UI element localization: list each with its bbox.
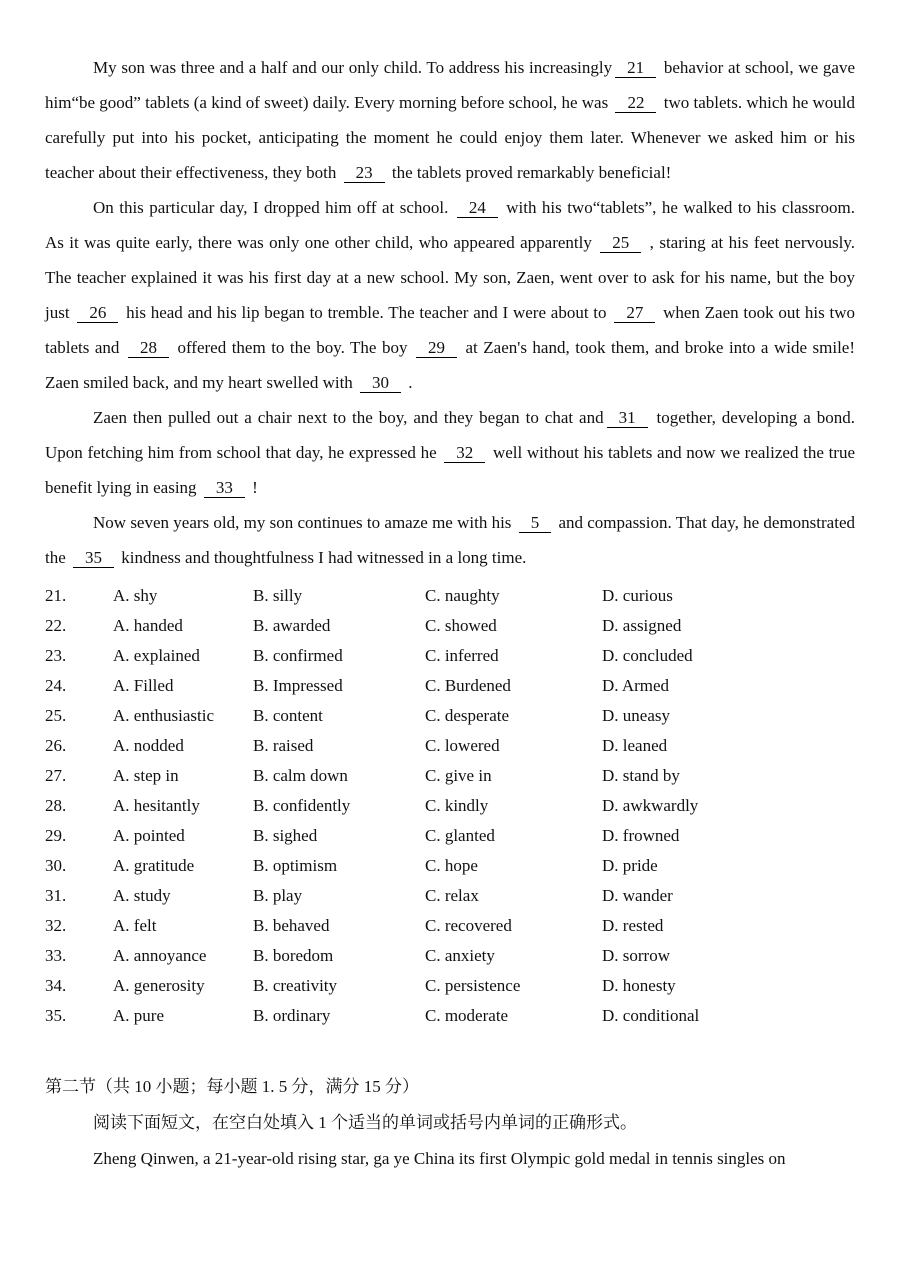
option-number: 35. [45, 1006, 67, 1025]
cloze-blank: 32 [444, 443, 485, 463]
option-number: 32. [45, 916, 67, 935]
cloze-blank: 30 [360, 373, 401, 393]
option-B: B. awarded [253, 616, 331, 635]
option-B: B. ordinary [253, 1006, 331, 1025]
option-row [45, 761, 855, 791]
cloze-paragraph: Now seven years old, my son continues to amaze me with his 5 and compassion. That day, he demonstrated the 35 kindness and thoughtfulness I had witnessed in a long time. [45, 513, 855, 567]
option-row [45, 731, 855, 761]
option-row [45, 701, 855, 731]
option-B: B. boredom [253, 946, 334, 965]
option-D: D. conditional [602, 1006, 700, 1025]
cloze-blank: 23 [344, 163, 385, 183]
cloze-blank: 35 [73, 548, 114, 568]
option-D: D. Armed [602, 676, 670, 695]
section-two-opening: Zheng Qinwen, a 21-year-old rising star, ga ye China its first Olympic gold medal in tennis singles on [93, 1149, 786, 1168]
option-B: B. confidently [253, 796, 351, 815]
option-number: 29. [45, 826, 67, 845]
option-A: A. annoyance [113, 946, 207, 965]
option-row [45, 671, 855, 701]
option-A: A. felt [113, 916, 157, 935]
option-D: D. frowned [602, 826, 680, 845]
option-row [45, 821, 855, 851]
option-number: 23. [45, 646, 67, 665]
option-C: C. showed [425, 616, 497, 635]
option-D: D. rested [602, 916, 664, 935]
option-number: 33. [45, 946, 67, 965]
option-row [45, 611, 855, 641]
option-C: C. anxiety [425, 946, 495, 965]
option-C: C. Burdened [425, 676, 511, 695]
option-D: D. curious [602, 586, 673, 605]
option-D: D. awkwardly [602, 796, 699, 815]
option-C: C. desperate [425, 706, 510, 725]
option-C: C. persistence [425, 976, 521, 995]
cloze-blank: 29 [416, 338, 457, 358]
cloze-blank: 25 [600, 233, 641, 253]
option-D: D. assigned [602, 616, 682, 635]
cloze-blank: 31 [607, 408, 648, 428]
option-A: A. study [113, 886, 171, 905]
option-D: D. sorrow [602, 946, 670, 965]
option-A: A. Filled [113, 676, 174, 695]
option-number: 24. [45, 676, 67, 695]
option-C: C. kindly [425, 796, 489, 815]
option-B: B. sighed [253, 826, 318, 845]
option-D: D. pride [602, 856, 658, 875]
option-C: C. hope [425, 856, 478, 875]
option-row [45, 581, 855, 611]
option-D: D. uneasy [602, 706, 670, 725]
option-B: B. calm down [253, 766, 348, 785]
option-number: 30. [45, 856, 67, 875]
option-B: B. Impressed [253, 676, 343, 695]
option-number: 27. [45, 766, 67, 785]
option-D: D. honesty [602, 976, 676, 995]
option-row [45, 851, 855, 881]
option-C: C. moderate [425, 1006, 509, 1025]
option-number: 31. [45, 886, 67, 905]
option-B: B. play [253, 886, 303, 905]
option-B: B. content [253, 706, 323, 725]
option-row [45, 641, 855, 671]
option-A: A. pure [113, 1006, 164, 1025]
cloze-blank: 5 [519, 513, 552, 533]
cloze-blank: 33 [204, 478, 245, 498]
section-two-instruction: 阅读下面短文，在空白处填入 1 个适当的单词或括号内单词的正确形式。 [93, 1113, 637, 1132]
option-A: A. handed [113, 616, 183, 635]
option-number: 28. [45, 796, 67, 815]
option-A: A. enthusiastic [113, 706, 215, 725]
option-A: A. generosity [113, 976, 205, 995]
option-row [45, 1001, 855, 1031]
option-C: C. recovered [425, 916, 512, 935]
option-row [45, 911, 855, 941]
option-A: A. hesitantly [113, 796, 200, 815]
options-table [45, 581, 855, 1031]
option-row [45, 791, 855, 821]
option-C: C. naughty [425, 586, 500, 605]
option-D: D. concluded [602, 646, 693, 665]
option-A: A. step in [113, 766, 179, 785]
option-B: B. raised [253, 736, 314, 755]
option-B: B. creativity [253, 976, 338, 995]
section-two-heading: 第二节（共 10 小题；每小题 1. 5 分，满分 15 分） [45, 1077, 419, 1096]
option-C: C. relax [425, 886, 479, 905]
option-A: A. shy [113, 586, 158, 605]
option-number: 21. [45, 586, 67, 605]
option-C: C. lowered [425, 736, 500, 755]
option-row [45, 941, 855, 971]
option-C: C. give in [425, 766, 492, 785]
cloze-blank: 24 [457, 198, 498, 218]
cloze-blank: 28 [128, 338, 169, 358]
cloze-paragraph: My son was three and a half and our only child. To address his increasingly 21 behavior at school, we gave him“be good” tablets (a kind of sweet) daily. Every morning before school, he was 22 two tablets. which he would carefully put into his pocket, anticipating the moment he could enjoy them later. Whenever we asked him or his teacher about their effectiveness, they both 23 the tablets proved remarkably beneficial! [45, 58, 855, 182]
option-B: B. optimism [253, 856, 338, 875]
option-A: A. gratitude [113, 856, 195, 875]
option-row [45, 971, 855, 1001]
option-B: B. behaved [253, 916, 330, 935]
option-number: 22. [45, 616, 67, 635]
cloze-paragraph: Zaen then pulled out a chair next to the boy, and they began to chat and 31 together, developing a bond. Upon fetching him from school that day, he expressed he 32 well without his tablets and now we realized the true benefit lying in easing 33 ! [45, 408, 856, 497]
option-number: 34. [45, 976, 67, 995]
option-B: B. confirmed [253, 646, 343, 665]
option-D: D. stand by [602, 766, 680, 785]
option-A: A. pointed [113, 826, 185, 845]
option-C: C. inferred [425, 646, 499, 665]
cloze-blank: 22 [615, 93, 656, 113]
option-D: D. wander [602, 886, 673, 905]
option-number: 25. [45, 706, 67, 725]
cloze-passage [45, 50, 855, 575]
option-row [45, 881, 855, 911]
option-A: A. nodded [113, 736, 184, 755]
option-C: C. glanted [425, 826, 495, 845]
option-B: B. silly [253, 586, 303, 605]
section-two [45, 1069, 855, 1177]
cloze-blank: 27 [614, 303, 655, 323]
option-A: A. explained [113, 646, 200, 665]
cloze-blank: 26 [77, 303, 118, 323]
option-D: D. leaned [602, 736, 668, 755]
cloze-blank: 21 [615, 58, 656, 78]
option-number: 26. [45, 736, 67, 755]
cloze-paragraph: On this particular day, I dropped him off at school. 24 with his two“tablets”, he walked to his classroom. As it was quite early, there was only one other child, who appeared apparently 25 , staring at his feet nervously. The teacher explained it was his first day at a new school. My son, Zaen, went over to ask for his name, but the boy just 26 his head and his lip began to tremble. The teacher and I were about to 27 when Zaen took out his two tablets and 28 offered them to the boy. The boy 29 at Zaen's hand, took them, and broke into a wide smile! Zaen smiled back, and my heart swelled with 30 . [45, 198, 856, 392]
